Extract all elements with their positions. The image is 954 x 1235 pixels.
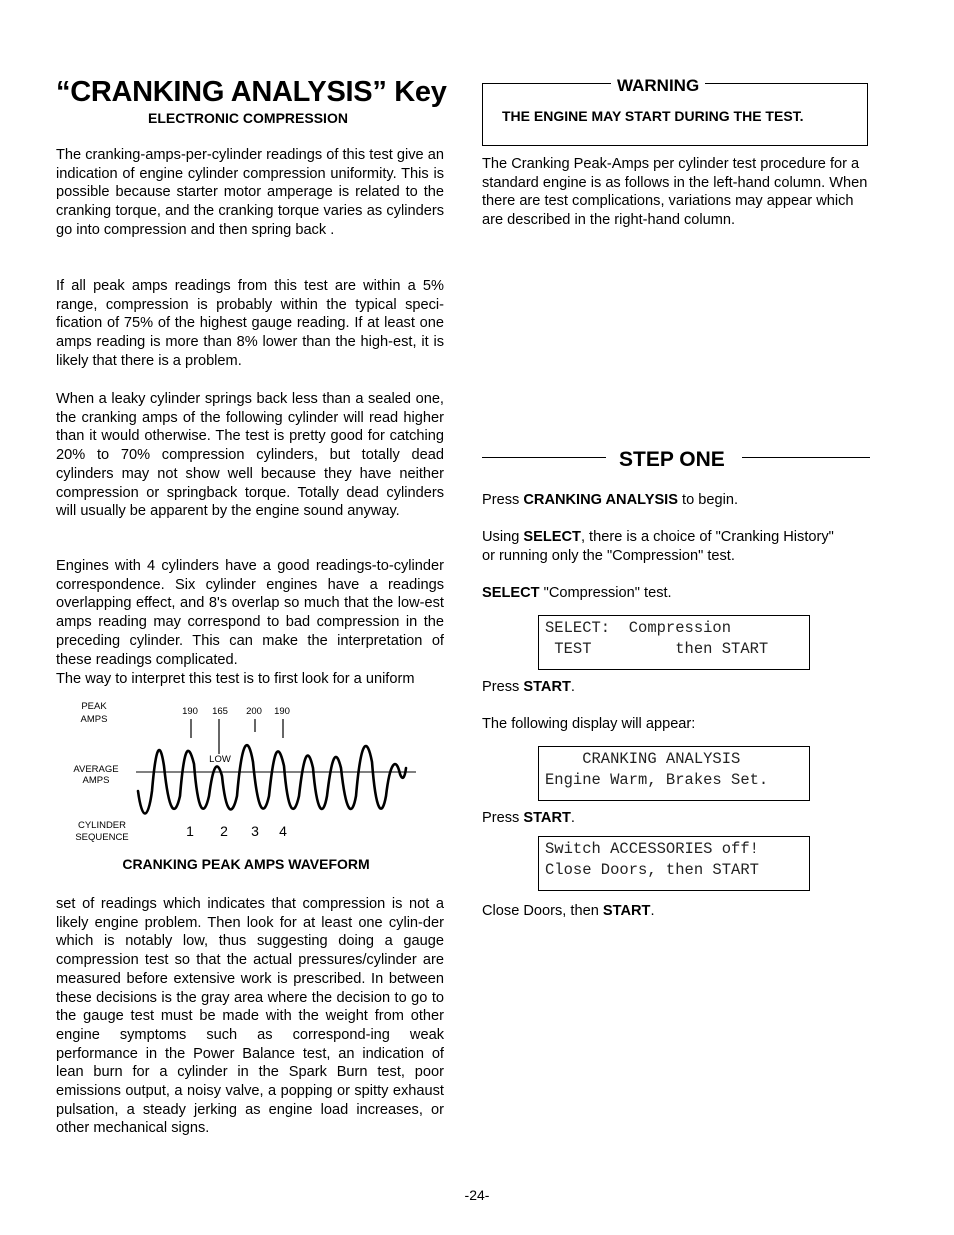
cylinder-number-3: 3	[251, 823, 259, 839]
step-instruction-2-cont: or running only the "Compression" test.	[482, 548, 735, 564]
average-amps-label-line2: AMPS	[82, 775, 110, 786]
cylinder-number-1: 1	[186, 823, 194, 839]
step-instruction-5: The following display will appear:	[482, 716, 696, 732]
page-subtitle: ELECTRONIC COMPRESSION	[148, 110, 348, 126]
cylinder-number-2: 2	[220, 823, 228, 839]
peak-value-1: 190	[182, 706, 198, 717]
paragraph-cylinder-count: Engines with 4 cylinders have a good readings-to-cylinder correspondence. Six cylinder engines have a readings overlapping effect, and 8's overlap so much that the low-est amps reading may correspond to bad compression in the preceding cylinder. This can make the interpretation of these readings complicated.	[56, 558, 444, 668]
paragraph-leaky-cylinder: When a leaky cylinder springs back less than a sealed one, the cranking amps of the following cylinder will read higher than it would otherwise. The test is pretty good for catching 20% to 70% compression cylinders, but totally dead cylinders may not show well because they have neither compression or springback torque. Totally dead cylinders will usually be apparent by the engine sound anyway.	[56, 391, 444, 520]
cylinder-sequence-label-line1: CYLINDER	[77, 820, 127, 831]
right-intro-paragraph: The Cranking Peak-Amps per cylinder test procedure for a standard engine is as follows in the left-hand column. When there are test complications, variations may appear which are described in the right-hand column.	[482, 156, 868, 229]
paragraph-peak-range: If all peak amps readings from this test are within a 5% range, compression is probably within the typical speci-fication of 75% of the highest gauge reading. If at least one amps reading is more than 8% lower than the high-est, it is likely that there is a problem.	[56, 278, 444, 369]
lcd-display-cranking-analysis: CRANKING ANALYSIS Engine Warm, Brakes Set.	[538, 746, 810, 801]
step-instruction-4: Press START.	[482, 679, 575, 695]
step-one-heading: STEP ONE	[619, 448, 725, 471]
step-instruction-1: Press CRANKING ANALYSIS to begin.	[482, 492, 739, 508]
peak-value-4: 190	[274, 706, 290, 717]
low-label: LOW	[209, 754, 231, 765]
step-instruction-6: Press START.	[482, 810, 575, 826]
lcd-display-select: SELECT: Compression TEST then START	[538, 615, 810, 670]
step-instruction-2: Using SELECT, there is a choice of "Cranking History"	[482, 529, 834, 545]
warning-text: THE ENGINE MAY START DURING THE TEST.	[502, 108, 804, 124]
cylinder-sequence-label-line2: SEQUENCE	[75, 832, 129, 843]
lcd-display-accessories: Switch ACCESSORIES off! Close Doors, then START	[538, 836, 810, 891]
warning-label: WARNING	[611, 76, 705, 96]
paragraph-interpret-continued: set of readings which indicates that compression is not a likely engine problem. Then look for at least one cylin-der which is notably low, thus suggesting doing a gauge compression test so that the actual pressures/cylinder are measured before extensive work is prescribed. In between these decisions is the gray area where the decision to go to the gauge test must be made with the weight from other engine symptoms such as correspond-ing weak performance in the Power Balance test, an indication of lean burn for a cylinder in the Spark Burn test, poor emissions output, a noisy valve, a popping or spitty exhaust pulsation, a steady jerking as engine load increases, or other mechanical signs.	[56, 896, 444, 1137]
waveform-trace	[138, 745, 406, 813]
step-divider-left	[482, 457, 606, 458]
step-instruction-3: SELECT "Compression" test.	[482, 585, 672, 601]
step-instruction-7: Close Doors, then START.	[482, 903, 655, 919]
paragraph-interpret-start: The way to interpret this test is to first look for a uniform	[56, 671, 415, 687]
page-title: “CRANKING ANALYSIS” Key	[56, 76, 447, 108]
peak-amps-label-line2: AMPS	[80, 714, 108, 725]
peak-value-2: 165	[212, 706, 228, 717]
average-amps-label-line1: AVERAGE	[73, 764, 119, 775]
step-divider-right	[742, 457, 870, 458]
cranking-waveform-diagram	[56, 696, 446, 876]
cylinder-number-4: 4	[279, 823, 287, 839]
diagram-caption: CRANKING PEAK AMPS WAVEFORM	[122, 856, 370, 872]
peak-value-3: 200	[246, 706, 262, 717]
paragraph-intro: The cranking-amps-per-cylinder readings of this test give an indication of engine cylinder compression uniformity. This is possible because starter motor amperage is related to the cranking torque, and the cranking torque varies as cylinders go into compression and then spring back .	[56, 147, 444, 238]
peak-amps-label-line1: PEAK	[81, 701, 107, 712]
page-number: -24-	[464, 1187, 490, 1203]
